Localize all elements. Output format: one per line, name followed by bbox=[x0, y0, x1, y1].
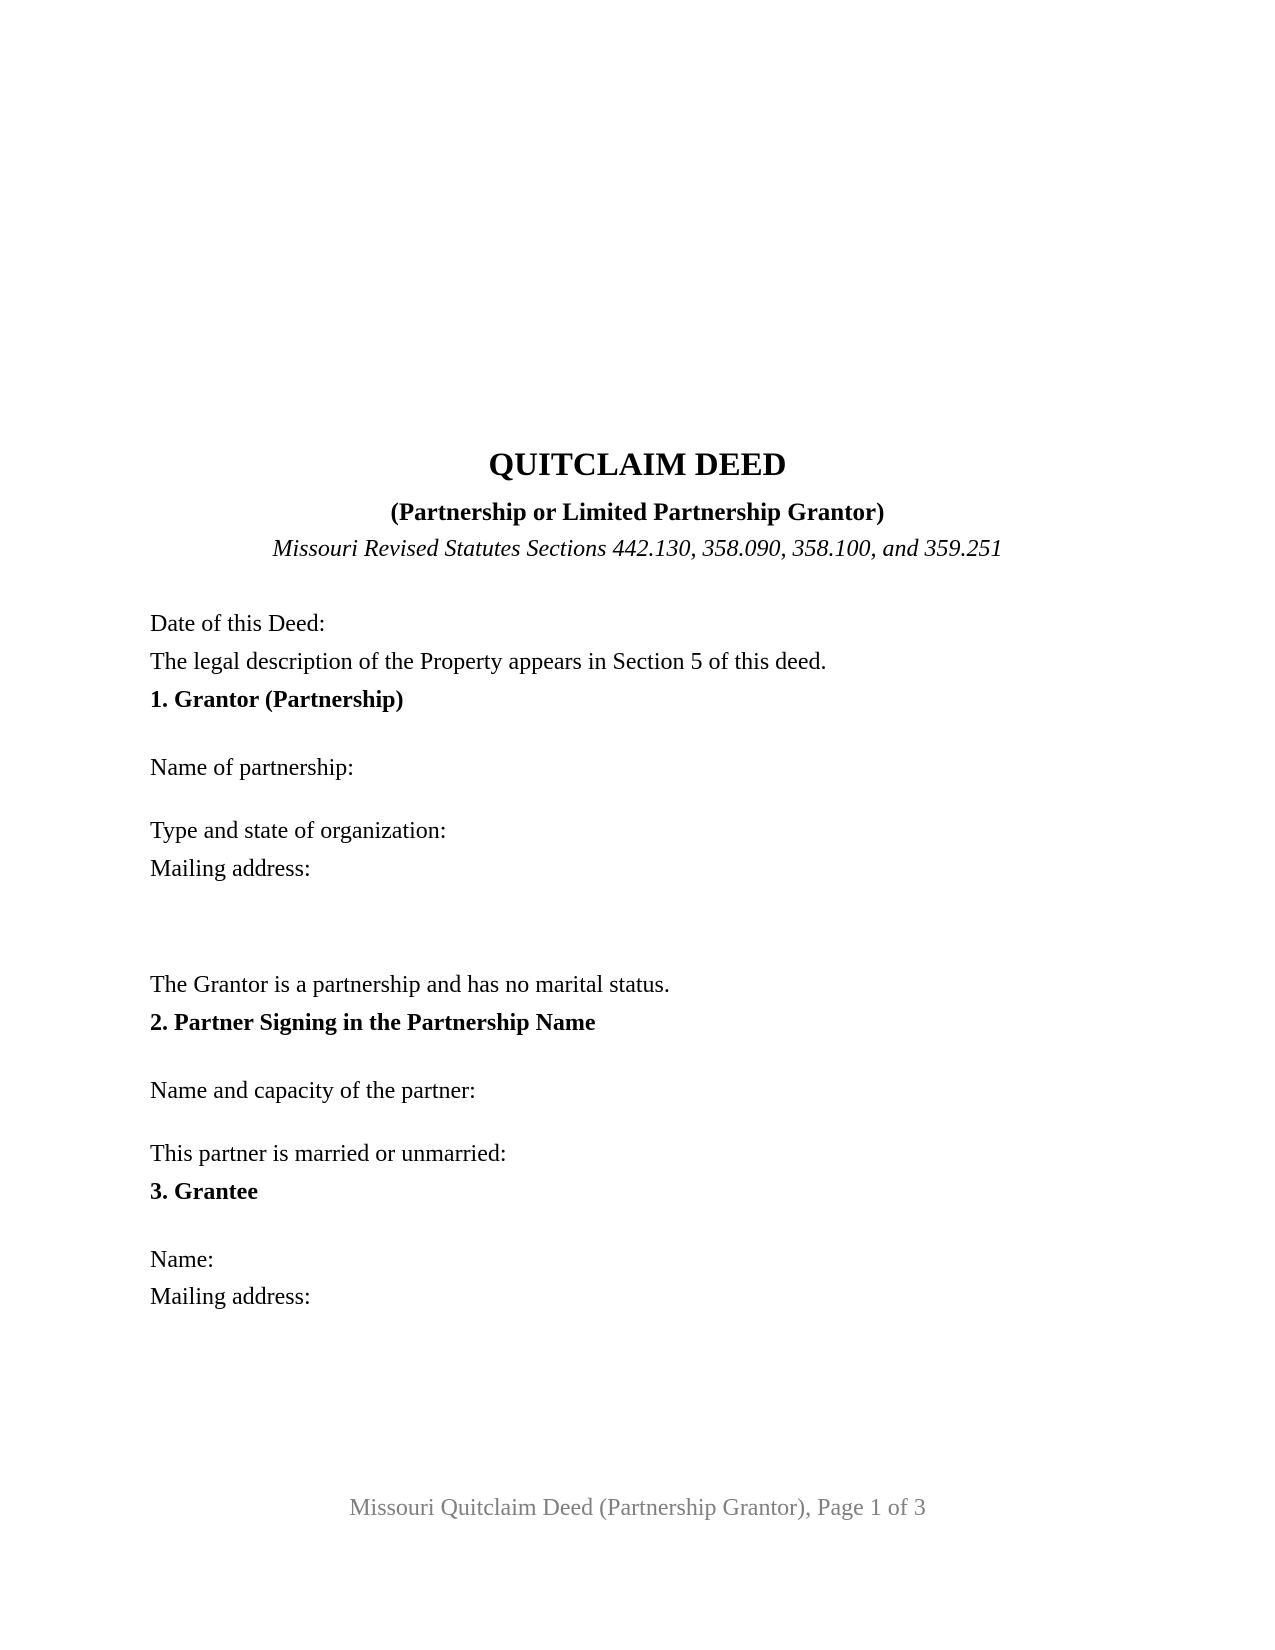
organization-type-label: Type and state of organization: bbox=[150, 818, 447, 844]
section-3-heading: 3. Grantee bbox=[150, 1179, 258, 1205]
marital-status-note: The Grantor is a partnership and has no marital status. bbox=[150, 972, 670, 998]
section-1-heading: 1. Grantor (Partnership) bbox=[150, 687, 404, 713]
partner-marital-status-label: This partner is married or unmarried: bbox=[150, 1141, 507, 1167]
section-2-heading: 2. Partner Signing in the Partnership Name bbox=[150, 1010, 596, 1036]
partner-name-capacity-label: Name and capacity of the partner: bbox=[150, 1078, 476, 1104]
grantee-mailing-address-label: Mailing address: bbox=[150, 1284, 311, 1310]
grantor-mailing-address-label: Mailing address: bbox=[150, 856, 311, 882]
date-of-deed-label: Date of this Deed: bbox=[150, 611, 326, 637]
legal-description-note: The legal description of the Property appears in Section 5 of this deed. bbox=[150, 649, 827, 675]
statute-reference: Missouri Revised Statutes Sections 442.130, 358.090, 358.100, and 359.251 bbox=[272, 536, 1003, 562]
partnership-name-label: Name of partnership: bbox=[150, 755, 354, 781]
page-title: QUITCLAIM DEED bbox=[488, 447, 787, 483]
page-footer: Missouri Quitclaim Deed (Partnership Grantor), Page 1 of 3 bbox=[349, 1495, 926, 1521]
page-subtitle: (Partnership or Limited Partnership Grantor) bbox=[390, 499, 885, 526]
grantee-name-label: Name: bbox=[150, 1247, 214, 1273]
